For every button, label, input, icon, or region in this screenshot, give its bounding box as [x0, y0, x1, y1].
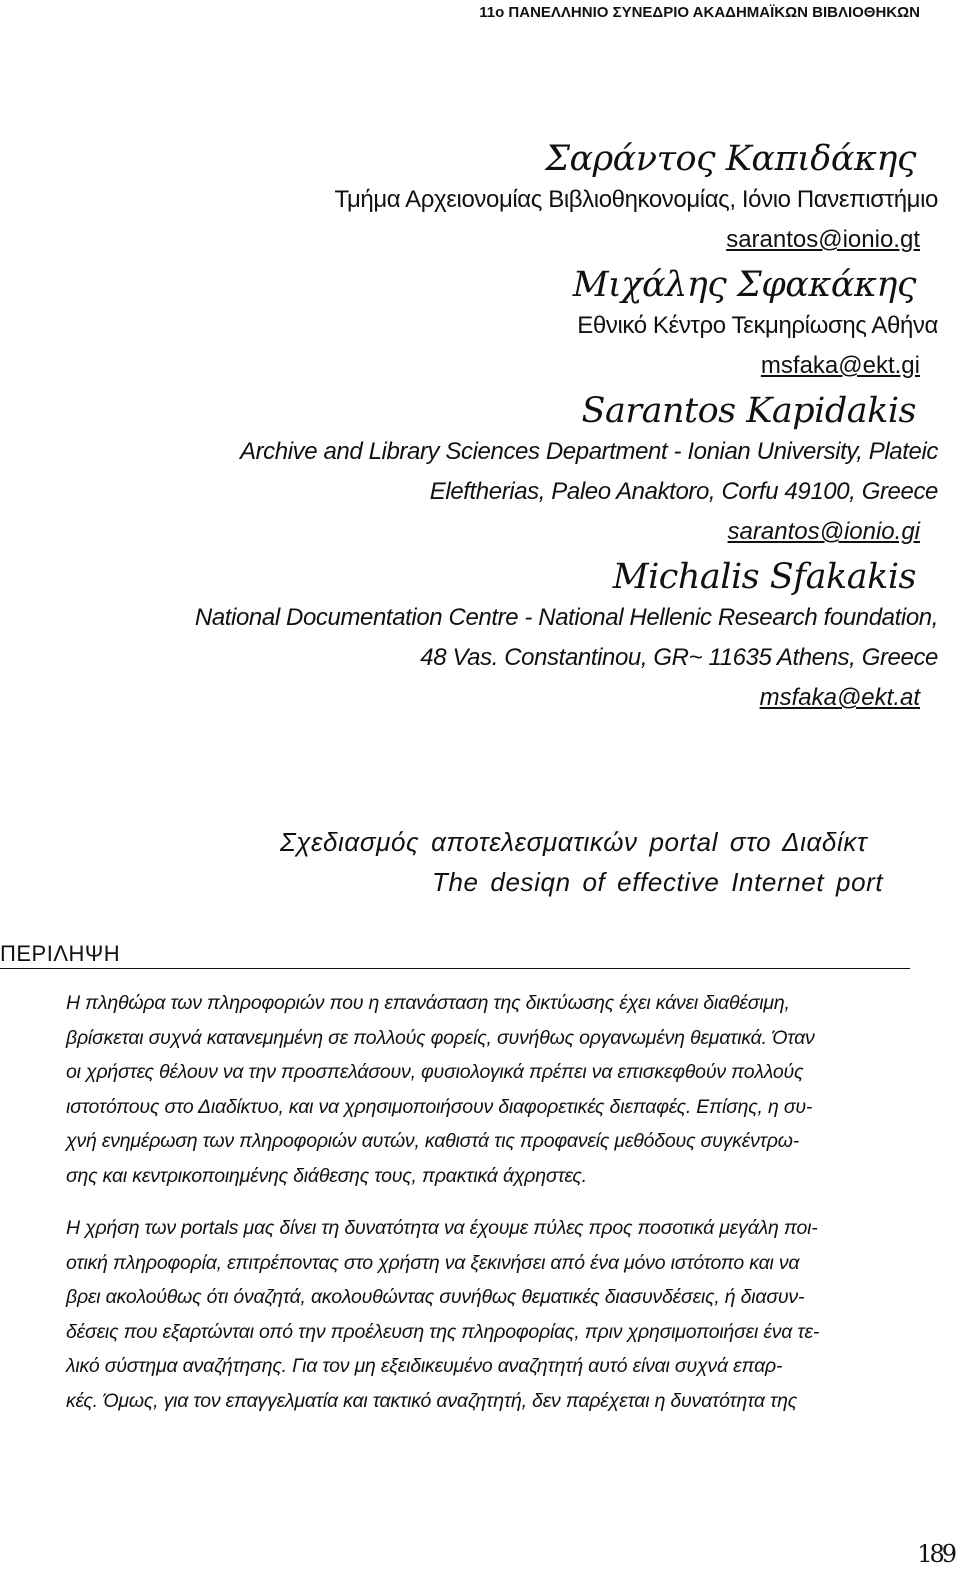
abstract-line: σης και κεντρικοποιημένης διάθεσης τους, πρακτικά άχρηστες. [66, 1164, 587, 1187]
paper-titles [280, 822, 900, 902]
abstract-line: βρει ακολούθως ότι όναζητά, ακολουθώντας συνήθως θεματικές διασυνδέσεις, ή διασυν- [66, 1286, 805, 1308]
author-name: Michalis Sfakakis [612, 557, 916, 597]
author-name: Μιχάλης Σφακάκης [572, 265, 916, 305]
author-gr-1 [38, 138, 938, 260]
author-affiliation: 48 Vas. Constantinou, GR~ 11635 Athens, Greece [420, 644, 938, 671]
abstract-line: Η πληθώρα των πληροφοριών που η επανάσταση της δικτύωσης έχει κάνει διαθέσιμη, [66, 992, 790, 1014]
abstract-line: χνή ενημέρωση των πληροφοριών αυτών, καθιστά τις προφανείς μεθόδους συγκέντρω- [66, 1130, 799, 1152]
abstract-line: οι χρήστες θέλουν να την προσπελάσουν, φυσιολογικά πρέπει να επισκεφθούν πολλούς [66, 1061, 804, 1083]
author-en-2 [38, 556, 938, 718]
abstract-line: βρίσκεται συχνά κατανεμημένη σε πολλούς φορείς, συνήθως οργανωμένη θεματικά. Όταν [66, 1026, 815, 1049]
running-header: 11ο ΠΑΝΕΛΛΗΝΙΟ ΣΥΝΕΔΡΙΟ ΑΚΑΔΗΜΑΪΚΩΝ ΒΙΒΛΙΟΘΗΚΩΝ [479, 4, 920, 21]
abstract-paragraph-1 [66, 986, 940, 1193]
abstract-line: Η χρήση των portals μας δίνει τη δυνατότητα να έχουμε πύλες προς ποσοτικά μεγάλη ποι- [66, 1217, 818, 1239]
paper-title-english: The desiqn of effective Internet port [432, 867, 884, 897]
author-email[interactable]: msfaka@ekt.at [759, 684, 920, 711]
abstract-paragraph-2 [66, 1211, 940, 1418]
author-name: Σαράντος Καπιδάκης [545, 139, 916, 179]
page-number: 189 [917, 1540, 954, 1568]
author-affiliation: Εθνικό Κέντρο Τεκμηρίωσης Αθήνα [577, 312, 938, 339]
paper-title-greek: Σχεδιασμός αποτελεσματικών portal στο Διαδίκτ [280, 827, 868, 857]
author-block [38, 138, 938, 718]
abstract-heading: ΠΕΡΙΛΗΨΗ [0, 940, 910, 969]
author-email[interactable]: msfaka@ekt.gi [760, 352, 920, 379]
author-name: Sarantos Kapidakis [581, 391, 916, 431]
author-email[interactable]: sarantos@ionio.gt [726, 226, 920, 253]
abstract-line: κές. Όμως, για τον επαγγελματία και τακτικό αναζητητή, δεν παρέχεται η δυνατότητα της [66, 1389, 798, 1412]
author-affiliation: National Documentation Centre - National Hellenic Research foundation, [194, 604, 938, 631]
abstract-line: ιστοτόπους στο Διαδίκτυο, και να χρησιμοποιήσουν διαφορετικές διεπαφές. Επίσης, η συ- [66, 1095, 813, 1118]
author-en-1 [38, 390, 938, 552]
author-affiliation: Archive and Library Sciences Department - Ionian University, Plateic [239, 438, 938, 465]
author-affiliation: Τμήμα Αρχειονομίας Βιβλιοθηκονομίας, Ιόνιο Πανεπιστήμιο [334, 186, 938, 213]
abstract-line: οτική πληροφορία, επιτρέποντας στο χρήστη να ξεκινήσει από ένα μόνο ιστότοπο και να [66, 1251, 800, 1274]
abstract-line: δέσεις που εξαρτώνται οπό την προέλευση της πληροφορίας, πριν χρησιμοποιήσει ένα τε- [66, 1320, 820, 1343]
author-email[interactable]: sarantos@ionio.gi [727, 518, 920, 545]
abstract-line: λικό σύστημα αναζήτησης. Για τον μη εξειδικευμένο αναζητητή αυτό είναι συχνά επαρ- [66, 1355, 783, 1377]
author-affiliation: Eleftherias, Paleo Anaktoro, Corfu 49100, Greece [429, 478, 938, 505]
author-gr-2 [38, 264, 938, 386]
abstract-body [66, 986, 940, 1436]
